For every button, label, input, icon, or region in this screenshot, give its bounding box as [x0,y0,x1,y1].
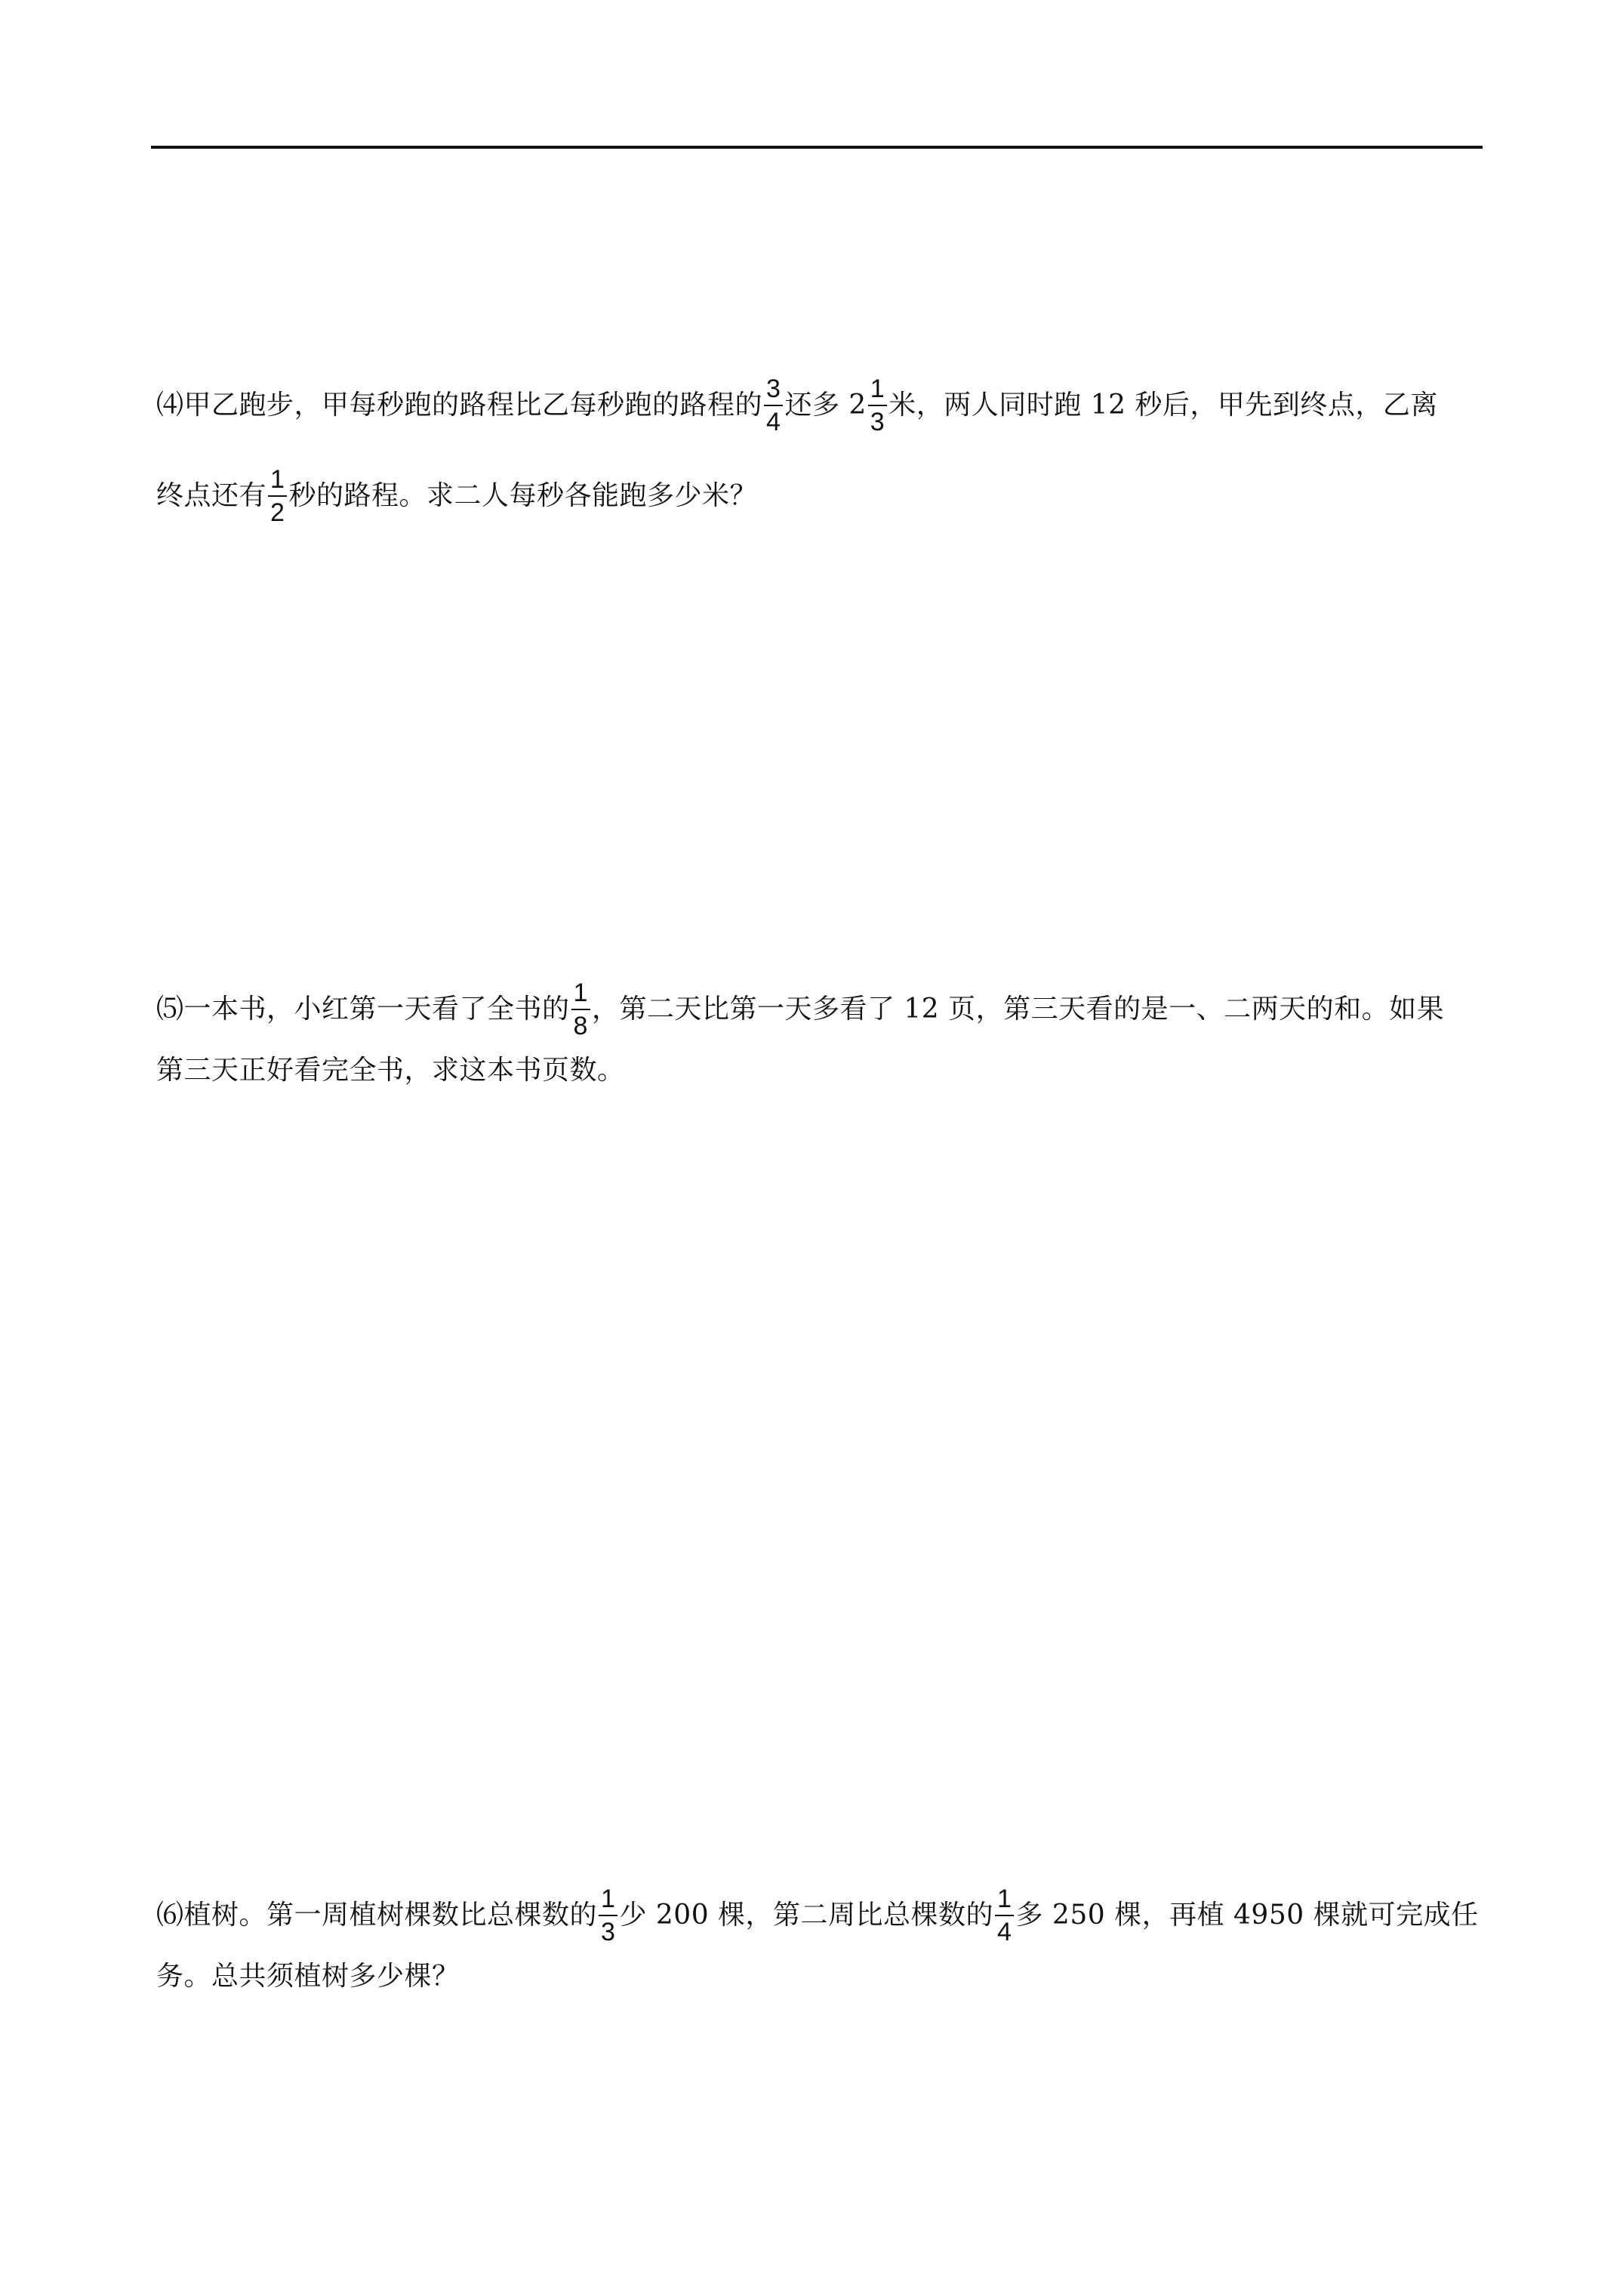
fraction [764,376,783,435]
problem-5-line-1 [156,978,1445,1040]
fraction-denominator: 4 [997,1918,1012,1946]
fraction-numerator: 1 [268,467,287,497]
problem-text: ⑸一本书，小红第一天看了全书的 [156,994,570,1025]
fraction [268,467,287,525]
fraction-numerator: 1 [995,1886,1014,1916]
problem-text: 少 200 棵，第二周比总棵数的 [619,1900,994,1931]
fraction-denominator: 2 [270,498,285,527]
problem-text: ，第二天比第一天多看了 12 页，第三天看的是一、二两天的和。如果 [591,994,1445,1025]
fraction-denominator: 8 [573,1012,588,1040]
problem-text: 秒的路程。求二人每秒各能跑多少米？ [288,480,757,511]
fraction [599,1886,617,1945]
problem-text: 还多 2 [784,390,867,421]
problem-text: ⑹植树。第一周植树棵数比总棵数的 [156,1900,598,1931]
problem-text: 多 250 棵，再植 4950 棵就可完成任 [1015,1900,1479,1931]
problem-4-line-1 [156,374,1438,436]
fraction-numerator: 1 [571,980,590,1010]
problem-text: ⑷甲乙跑步，甲每秒跑的路程比乙每秒跑的路程的 [156,390,763,421]
problem-6-line-1 [156,1885,1479,1946]
fraction-numerator: 3 [764,376,783,406]
problem-4-line-2 [156,465,757,527]
problem-text: 终点还有 [156,480,267,511]
problem-text: 务。总共须植树多少棵？ [156,1961,460,1992]
fraction-numerator: 1 [599,1886,617,1916]
problem-5-line-2 [156,1057,625,1084]
fraction [868,376,887,435]
problem-6-line-2 [156,1963,460,1990]
problem-text: 第三天正好看完全书，求这本书页数。 [156,1055,625,1086]
fraction-denominator: 3 [601,1918,616,1946]
fraction-denominator: 3 [870,408,885,436]
problem-text: 米，两人同时跑 12 秒后，甲先到终点，乙离 [888,390,1438,421]
fraction [571,980,590,1039]
fraction-numerator: 1 [868,376,887,406]
fraction [995,1886,1014,1945]
fraction-denominator: 4 [766,408,781,436]
header-rule [151,146,1483,149]
